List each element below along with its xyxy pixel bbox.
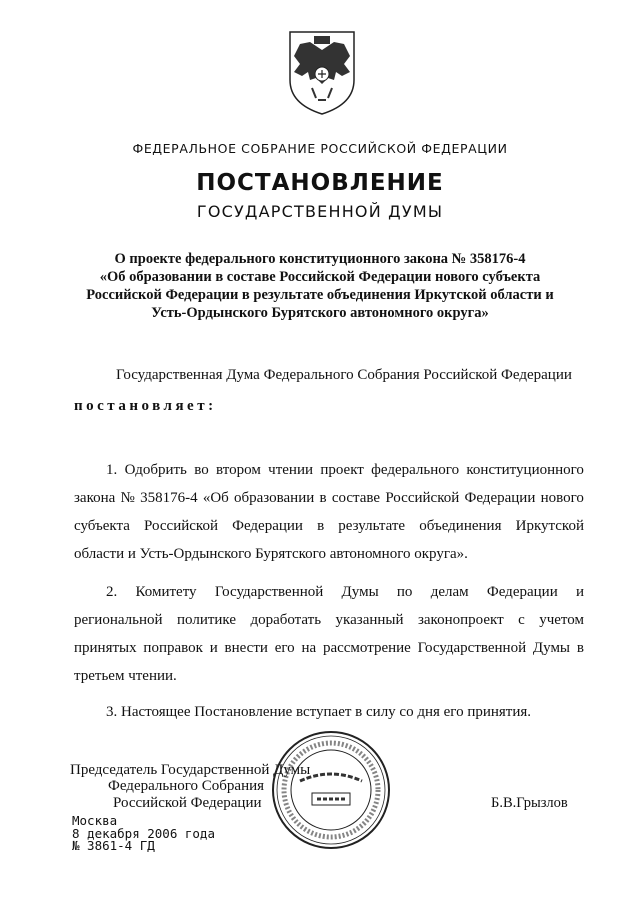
item-line: области и Усть-Ордынского Бурятского автономного округа». bbox=[74, 546, 468, 562]
document-type: ПОСТАНОВЛЕНИЕ bbox=[196, 170, 444, 196]
signatory-position-line: Российской Федерации bbox=[113, 795, 262, 811]
subject-line: Усть-Ордынского Бурятского автономного округа» bbox=[151, 305, 489, 321]
issuer-name: ГОСУДАРСТВЕННОЙ ДУМЫ bbox=[196, 202, 444, 221]
resolves-word: постановляет: bbox=[74, 398, 217, 414]
issue-place: Москва bbox=[72, 813, 118, 828]
resolution-item-1 bbox=[74, 456, 584, 568]
organization-name: ФЕДЕРАЛЬНОЕ СОБРАНИЕ РОССИЙСКОЙ ФЕДЕРАЦИИ bbox=[132, 141, 508, 156]
signatory-name: Б.В.Грызлов bbox=[491, 795, 568, 811]
issue-date: 8 декабря 2006 года bbox=[72, 825, 215, 841]
item-line: принятых поправок и внести его на рассмотрение Государственной Думы в bbox=[74, 640, 584, 656]
issue-details bbox=[72, 815, 215, 853]
signatory-position-line: Председатель Государственной Думы bbox=[70, 762, 311, 778]
item-line: третьем чтении. bbox=[74, 668, 177, 684]
subject-line: О проекте федерального конституционного закона № 358176-4 bbox=[114, 251, 526, 267]
resolution-item-3: 3. Настоящее Постановление вступает в силу со дня его принятия. bbox=[106, 704, 532, 720]
document-subject bbox=[40, 250, 600, 322]
official-seal-stamp-icon bbox=[270, 729, 392, 851]
issue-number: № 3861-4 ГД bbox=[72, 838, 155, 853]
item-line: 2. Комитету Государственной Думы по делам Федерации и bbox=[106, 584, 584, 600]
subject-line: «Об образовании в составе Российской Федерации нового субъекта bbox=[99, 269, 541, 285]
coat-of-arms-icon bbox=[278, 28, 366, 116]
subject-line: Российской Федерации в результате объединения Иркутской области и bbox=[86, 287, 554, 303]
item-line: субъекта Российской Федерации в результате объединения Иркутской bbox=[74, 518, 584, 534]
resolution-item-2 bbox=[74, 578, 584, 690]
signatory-position-line: Федерального Собрания bbox=[108, 778, 265, 794]
preamble: Государственная Дума Федерального Собрания Российской Федерации bbox=[116, 367, 572, 383]
item-line: региональной политике доработать указанный законопроект с учетом bbox=[74, 612, 584, 628]
item-line: закона № 358176-4 «Об образовании в составе Российской Федерации нового bbox=[74, 490, 584, 506]
item-line: 1. Одобрить во втором чтении проект федерального конституционного bbox=[106, 462, 584, 478]
